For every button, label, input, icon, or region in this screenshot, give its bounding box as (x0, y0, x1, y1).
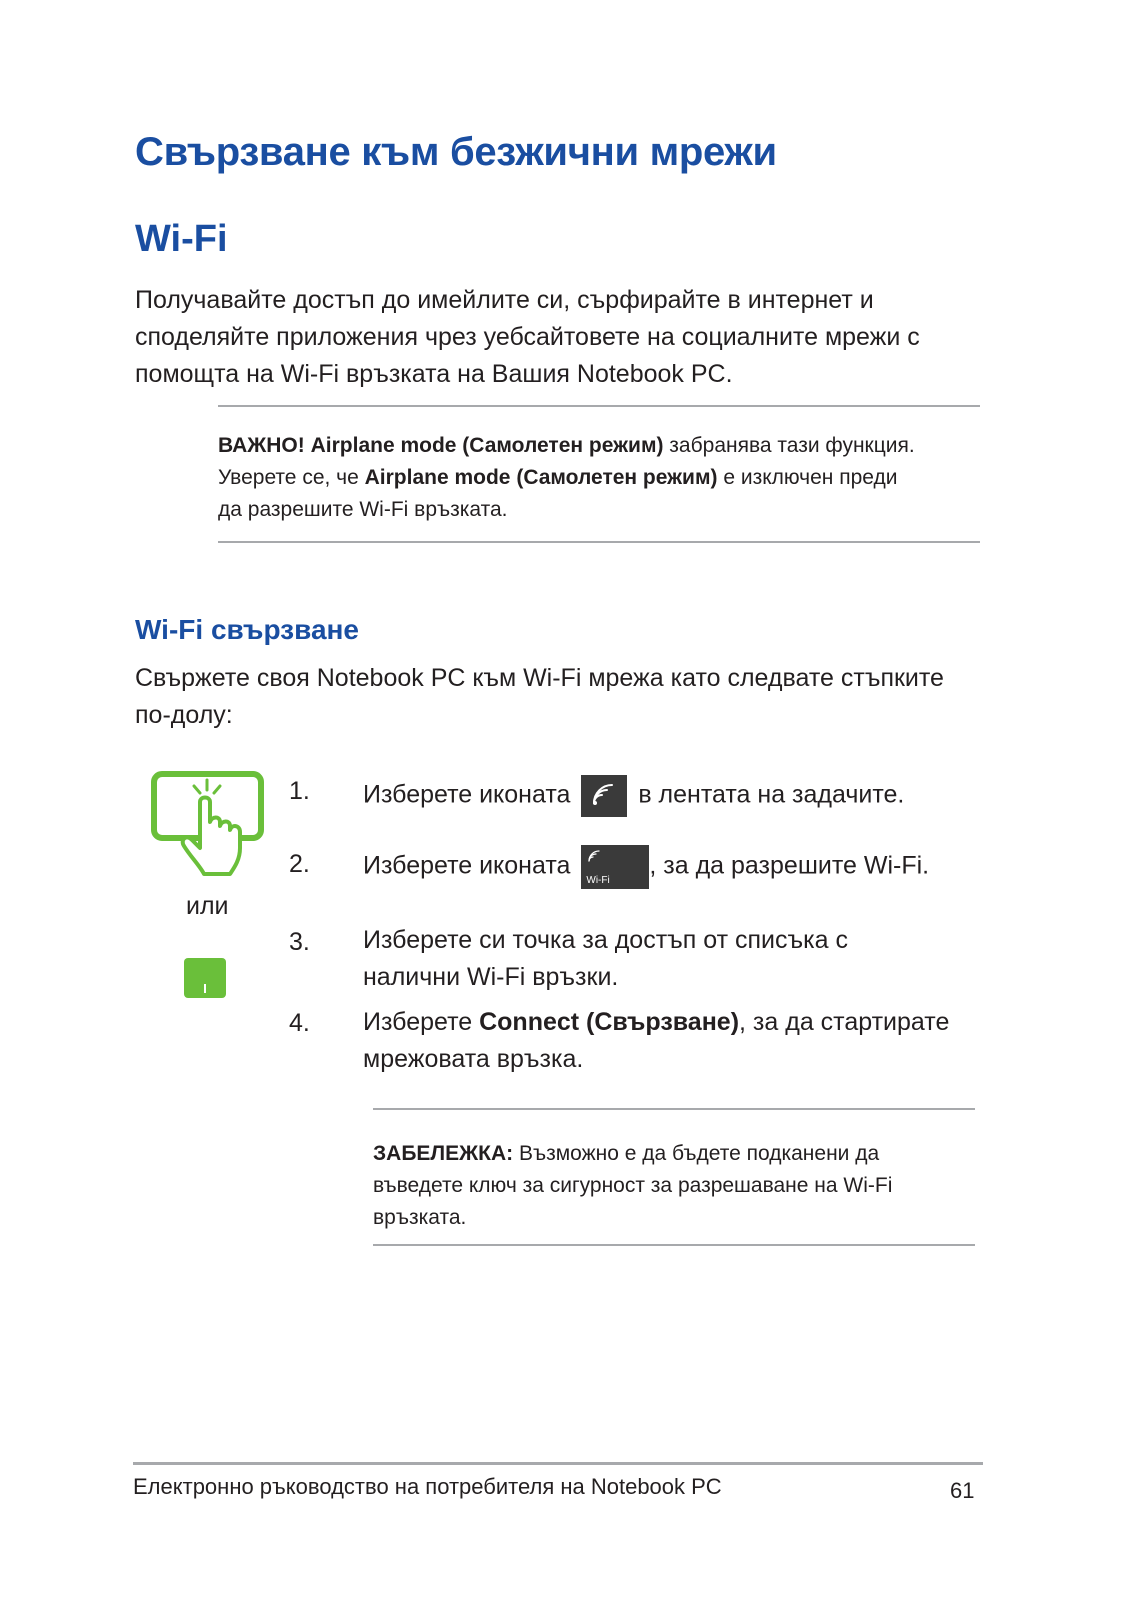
footer-text: Електронно ръководство на потребителя на Notebook PC (133, 1474, 722, 1499)
step-text: налични Wi-Fi връзки. (363, 963, 619, 991)
step-number: 1. (289, 777, 310, 805)
step-4 (363, 1004, 949, 1078)
subsection-title: Wi-Fi свързване (135, 614, 359, 645)
note-top-rule (373, 1108, 975, 1110)
important-text: е изключен преди (717, 466, 898, 489)
airplane-mode-term: Airplane mode (Самолетен режим) (364, 466, 718, 489)
tile-label: Wi-Fi (586, 875, 610, 886)
page-number: 61 (950, 1478, 975, 1503)
note-text: въведете ключ за сигурност за разрешаване на Wi-Fi (373, 1174, 893, 1197)
wifi-network-icon (581, 775, 627, 817)
wifi-toggle-tile (581, 845, 649, 889)
footer-rule (133, 1462, 983, 1465)
step-3 (363, 922, 848, 996)
sub-intro-line: по-долу: (135, 701, 233, 729)
page-title: Свързване към безжични мрежи (135, 130, 777, 174)
important-top-rule (218, 405, 980, 407)
important-text: да разрешите Wi-Fi връзката. (218, 498, 508, 521)
sub-intro (135, 660, 944, 734)
intro-line: Получавайте достъп до имейлите си, сърфирайте в интернет и (135, 286, 874, 314)
important-text: Уверете се, че (218, 466, 365, 489)
important-text: забранява тази функция. (663, 434, 915, 457)
or-label: или (186, 892, 229, 920)
wifi-icon (586, 850, 606, 864)
step-1 (363, 775, 904, 817)
step-text: в лентата на задачите. (631, 780, 905, 809)
intro-line: споделяйте приложения чрез уебсайтовете на социалните мрежи с (135, 323, 920, 351)
touch-tap-icon (150, 770, 268, 880)
step-number: 4. (289, 1009, 310, 1037)
section-title: Wi-Fi (135, 218, 228, 260)
important-label: ВАЖНО! (218, 434, 305, 457)
note-text: Възможно е да бъдете подканени да (513, 1142, 880, 1165)
step-2 (363, 845, 929, 889)
step-text: Изберете иконата (363, 780, 571, 809)
step-text: Изберете (363, 1008, 480, 1036)
step-text: мрежовата връзка. (363, 1045, 584, 1073)
note-text: връзката. (373, 1206, 467, 1229)
step-text: Изберете си точка за достъп от списъка с (363, 926, 848, 954)
important-note (218, 430, 988, 526)
step-text: Изберете иконата (363, 851, 571, 880)
step-number: 2. (289, 850, 310, 878)
step-number: 3. (289, 928, 310, 956)
sub-intro-line: Свържете своя Notebook PC към Wi-Fi мрежа като следвате стъпките (135, 664, 944, 692)
step-text: , за да стартирате (739, 1008, 950, 1036)
note-box (373, 1138, 983, 1234)
step-text: , за да разрешите Wi-Fi. (649, 851, 930, 880)
note-label: ЗАБЕЛЕЖКА: (373, 1142, 514, 1165)
important-bottom-rule (218, 541, 980, 543)
touchpad-icon (184, 958, 226, 998)
intro-paragraph (135, 282, 920, 393)
intro-line: помощта на Wi-Fi връзката на Вашия Notebook PC. (135, 360, 733, 388)
airplane-mode-term: Airplane mode (Самолетен режим) (310, 434, 664, 457)
note-bottom-rule (373, 1244, 975, 1246)
connect-term: Connect (Свързване) (479, 1008, 740, 1036)
